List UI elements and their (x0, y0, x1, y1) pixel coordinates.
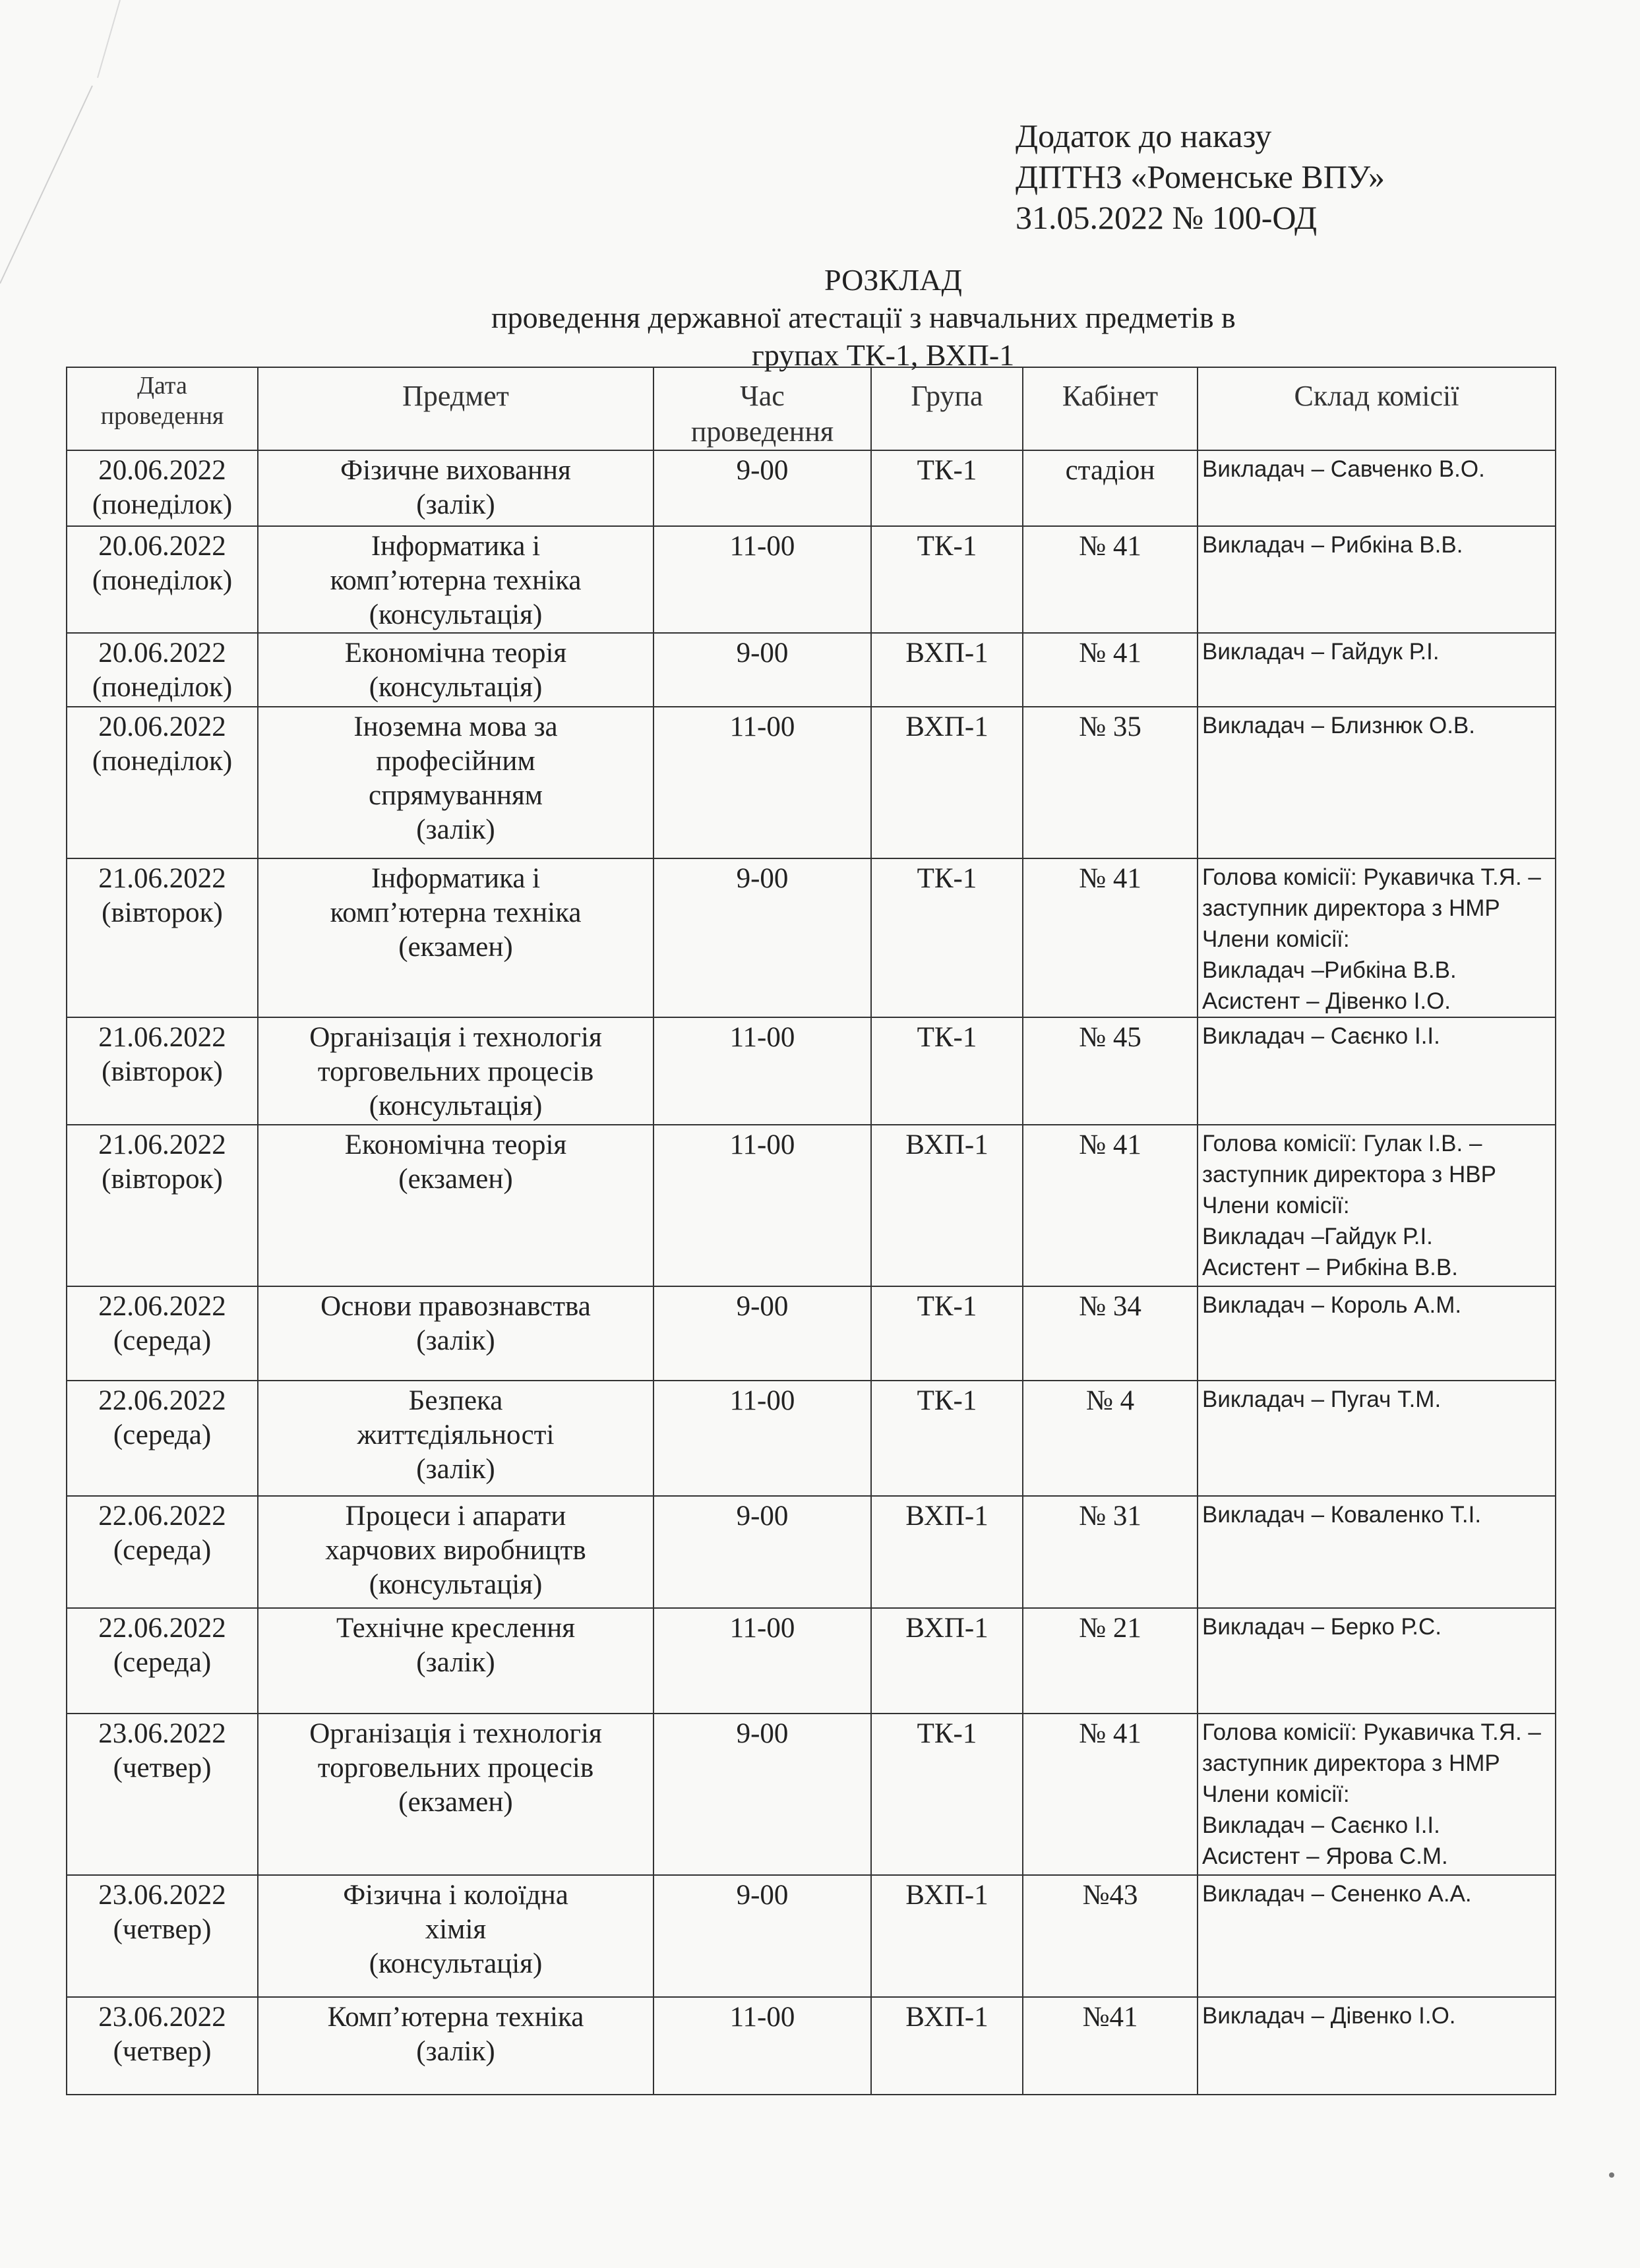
header-date: Дата проведення (67, 367, 258, 450)
table-row (67, 1125, 1556, 1286)
room-cell: № 31 (1023, 1496, 1198, 1608)
date-cell-line: 20.06.2022 (98, 711, 226, 742)
date-cell-line: (середа) (113, 1647, 212, 1678)
commission-cell-line: Викладач –Рибкіна В.В. (1202, 957, 1457, 983)
subject-cell-line: комп’ютерна техніка (330, 897, 582, 928)
subject-cell-line: (екзамен) (398, 1787, 513, 1818)
document-title: РОЗКЛАД (824, 263, 962, 297)
room-cell: стадіон (1023, 450, 1198, 526)
group-cell: ТК-1 (871, 1714, 1023, 1875)
table-row (67, 1381, 1556, 1496)
time-cell: 11-00 (653, 1125, 871, 1286)
date-cell-line: (середа) (113, 1535, 212, 1566)
date-cell-line: (вівторок) (102, 1164, 223, 1195)
date-cell (67, 1381, 258, 1496)
subject-cell (258, 1608, 653, 1714)
commission-cell-line: Викладач – Пугач Т.М. (1202, 1387, 1442, 1412)
date-cell-line: (четвер) (113, 1914, 212, 1945)
commission-cell-line: Члени комісії: (1202, 926, 1350, 952)
document-subtitle-line-1: проведення державної атестації з навчальних предметів в (491, 301, 1236, 334)
subject-cell-line: (консультація) (369, 599, 543, 630)
subject-cell-line: (екзамен) (398, 1164, 513, 1195)
scan-dot (1609, 2172, 1614, 2178)
commission-cell-line: Викладач – Рибкіна В.В. (1202, 532, 1463, 558)
date-cell-line: 22.06.2022 (98, 1291, 226, 1322)
subject-cell-line: Фізичне виховання (340, 455, 571, 486)
subject-cell-line: спрямуванням (369, 780, 543, 811)
date-cell-line: (понеділок) (92, 489, 233, 520)
commission-cell (1198, 1381, 1556, 1496)
table-row (67, 1496, 1556, 1608)
header-subject: Предмет (258, 367, 653, 450)
commission-cell-line: заступник директора з НМР (1202, 1750, 1500, 1776)
table-row (67, 1997, 1556, 2095)
commission-cell (1198, 1608, 1556, 1714)
subject-cell-line: Фізична і колоїдна (343, 1880, 568, 1911)
date-cell-line: 23.06.2022 (98, 2002, 226, 2033)
room-cell: № 21 (1023, 1608, 1198, 1714)
subject-cell-line: Організація і технологія (309, 1718, 602, 1749)
group-cell: ВХП-1 (871, 1496, 1023, 1608)
subject-cell (258, 1496, 653, 1608)
room-cell: № 41 (1023, 1714, 1198, 1875)
subject-cell-line: Технічне креслення (336, 1613, 576, 1644)
date-cell-line: 22.06.2022 (98, 1385, 226, 1416)
table-row (67, 1017, 1556, 1125)
table-row (67, 858, 1556, 1017)
date-cell-line: (понеділок) (92, 672, 233, 703)
date-cell-line: 20.06.2022 (98, 531, 226, 562)
subject-cell (258, 1381, 653, 1496)
subject-cell-line: (консультація) (369, 672, 543, 703)
table-row (67, 1714, 1556, 1875)
commission-cell-line: Голова комісії: Рукавичка Т.Я. – (1202, 864, 1541, 890)
time-cell: 9-00 (653, 1875, 871, 1997)
subject-cell-line: комп’ютерна техніка (330, 565, 582, 596)
commission-cell (1198, 1125, 1556, 1286)
date-cell-line: 23.06.2022 (98, 1718, 226, 1749)
table-row (67, 1875, 1556, 1997)
commission-cell-line: Члени комісії: (1202, 1781, 1350, 1807)
room-cell: № 4 (1023, 1381, 1198, 1496)
order-appendix-header (1016, 115, 1385, 238)
subject-cell-line: торговельних процесів (317, 1056, 594, 1087)
subject-cell-line: професійним (376, 746, 535, 777)
group-cell: ВХП-1 (871, 1125, 1023, 1286)
date-cell-line: (понеділок) (92, 746, 233, 777)
subject-cell (258, 450, 653, 526)
subject-cell-line: Процеси і апарати (345, 1501, 566, 1532)
commission-cell-line: заступник директора з НВР (1202, 1162, 1496, 1187)
room-cell: № 41 (1023, 526, 1198, 633)
subject-cell-line: Економічна теорія (344, 1129, 567, 1160)
subject-cell-line: (консультація) (369, 1569, 543, 1600)
commission-cell (1198, 1714, 1556, 1875)
table-row (67, 707, 1556, 858)
date-cell-line: 22.06.2022 (98, 1613, 226, 1644)
group-cell: ВХП-1 (871, 707, 1023, 858)
subject-cell-line: Організація і технологія (309, 1022, 602, 1053)
group-cell: ВХП-1 (871, 1875, 1023, 1997)
date-cell (67, 1125, 258, 1286)
date-cell-line: (четвер) (113, 1752, 212, 1783)
commission-cell (1198, 1997, 1556, 2095)
commission-cell (1198, 450, 1556, 526)
subject-cell-line: (консультація) (369, 1090, 543, 1121)
date-cell-line: 23.06.2022 (98, 1880, 226, 1911)
date-cell-line: (середа) (113, 1419, 212, 1450)
commission-cell-line: Викладач – Дівенко І.О. (1202, 2003, 1456, 2029)
commission-cell-line: Викладач – Саєнко І.І. (1202, 1812, 1440, 1838)
commission-cell (1198, 858, 1556, 1017)
date-cell (67, 1017, 258, 1125)
group-cell: ТК-1 (871, 1017, 1023, 1125)
commission-cell (1198, 1286, 1556, 1381)
subject-cell (258, 633, 653, 707)
date-cell (67, 707, 258, 858)
room-cell: № 41 (1023, 633, 1198, 707)
group-cell: ВХП-1 (871, 633, 1023, 707)
header-room: Кабінет (1023, 367, 1198, 450)
date-cell-line: (вівторок) (102, 1056, 223, 1087)
time-cell: 11-00 (653, 707, 871, 858)
subject-cell (258, 1875, 653, 1997)
commission-cell (1198, 1875, 1556, 1997)
date-cell (67, 1496, 258, 1608)
time-cell: 11-00 (653, 1997, 871, 2095)
schedule-table (66, 367, 1556, 2095)
date-cell (67, 1714, 258, 1875)
date-cell (67, 858, 258, 1017)
commission-cell-line: Викладач – Коваленко Т.І. (1202, 1502, 1482, 1528)
time-cell: 9-00 (653, 1286, 871, 1381)
date-cell (67, 1997, 258, 2095)
date-cell-line: 21.06.2022 (98, 1022, 226, 1053)
commission-cell-line: Асистент – Ярова С.М. (1202, 1843, 1448, 1869)
subject-cell (258, 1017, 653, 1125)
time-cell: 9-00 (653, 858, 871, 1017)
header-commission: Склад комісії (1198, 367, 1556, 450)
date-cell-line: (понеділок) (92, 565, 233, 596)
subject-cell-line: торговельних процесів (317, 1752, 594, 1783)
header-time: Час проведення (653, 367, 871, 450)
date-cell-line: 20.06.2022 (98, 455, 226, 486)
subject-cell-line: Основи правознавства (320, 1291, 591, 1322)
subject-cell-line: (залік) (416, 1647, 495, 1678)
date-cell-line: 21.06.2022 (98, 863, 226, 894)
subject-cell-line: харчових виробництв (325, 1535, 586, 1566)
subject-cell-line: (залік) (416, 1325, 495, 1356)
subject-cell (258, 1997, 653, 2095)
date-cell-line: 22.06.2022 (98, 1501, 226, 1532)
date-cell (67, 450, 258, 526)
commission-cell-line: Викладач – Гайдук Р.І. (1202, 639, 1440, 665)
date-cell-line: (середа) (113, 1325, 212, 1356)
subject-cell (258, 1125, 653, 1286)
time-cell: 11-00 (653, 1017, 871, 1125)
time-cell: 9-00 (653, 1496, 871, 1608)
subject-cell-line: (консультація) (369, 1948, 543, 1979)
subject-cell-line: Економічна теорія (344, 638, 567, 669)
group-cell: ТК-1 (871, 858, 1023, 1017)
date-cell-line: 21.06.2022 (98, 1129, 226, 1160)
commission-cell-line: Голова комісії: Рукавичка Т.Я. – (1202, 1719, 1541, 1745)
group-cell: ТК-1 (871, 450, 1023, 526)
commission-cell-line: Викладач – Король А.М. (1202, 1292, 1462, 1318)
commission-cell (1198, 633, 1556, 707)
subject-cell-line: Іноземна мова за (353, 711, 558, 742)
subject-cell-line: (залік) (416, 814, 495, 845)
date-cell (67, 1608, 258, 1714)
date-cell-line: 20.06.2022 (98, 638, 226, 669)
date-cell (67, 526, 258, 633)
date-cell-line: (четвер) (113, 2036, 212, 2067)
subject-cell (258, 526, 653, 633)
table-row (67, 1608, 1556, 1714)
commission-cell (1198, 1496, 1556, 1608)
header-group: Група (871, 367, 1023, 450)
date-cell (67, 633, 258, 707)
table-row (67, 450, 1556, 526)
header-line-1: Додаток до наказу (1016, 117, 1272, 154)
subject-cell-line: Інформатика і (371, 531, 541, 562)
subject-cell (258, 1714, 653, 1875)
subject-cell-line: Комп’ютерна техніка (327, 2002, 584, 2033)
date-cell (67, 1875, 258, 1997)
room-cell: №43 (1023, 1875, 1198, 1997)
subject-cell-line: (залік) (416, 1454, 495, 1485)
subject-cell-line: життєдіяльності (357, 1419, 555, 1450)
commission-cell-line: Викладач – Саєнко І.І. (1202, 1023, 1440, 1049)
time-cell: 9-00 (653, 450, 871, 526)
header-line-3: 31.05.2022 № 100-ОД (1016, 199, 1318, 236)
subject-cell-line: (залік) (416, 489, 495, 520)
commission-cell-line: Асистент – Рибкіна В.В. (1202, 1255, 1458, 1280)
subject-cell (258, 1286, 653, 1381)
group-cell: ТК-1 (871, 1381, 1023, 1496)
commission-cell-line: Голова комісії: Гулак І.В. – (1202, 1131, 1482, 1156)
subject-cell-line: (залік) (416, 2036, 495, 2067)
time-cell: 11-00 (653, 526, 871, 633)
group-cell: ВХП-1 (871, 1608, 1023, 1714)
commission-cell-line: Викладач – Близнюк О.В. (1202, 713, 1475, 738)
commission-cell-line: Асистент – Дівенко І.О. (1202, 988, 1451, 1014)
time-cell: 11-00 (653, 1381, 871, 1496)
table-header-row (67, 367, 1556, 450)
header-line-2: ДПТНЗ «Роменське ВПУ» (1016, 158, 1385, 195)
subject-cell-line: (екзамен) (398, 932, 513, 963)
room-cell: №41 (1023, 1997, 1198, 2095)
group-cell: ТК-1 (871, 1286, 1023, 1381)
date-cell-line: (вівторок) (102, 897, 223, 928)
room-cell: № 34 (1023, 1286, 1198, 1381)
commission-cell-line: Викладач – Берко Р.С. (1202, 1614, 1442, 1640)
commission-cell (1198, 526, 1556, 633)
time-cell: 11-00 (653, 1608, 871, 1714)
subject-cell-line: хімія (425, 1914, 487, 1945)
commission-cell (1198, 707, 1556, 858)
table-row (67, 633, 1556, 707)
commission-cell-line: Викладач – Сененко А.А. (1202, 1881, 1472, 1907)
room-cell: № 35 (1023, 707, 1198, 858)
time-cell: 9-00 (653, 633, 871, 707)
subject-cell-line: Інформатика і (371, 863, 541, 894)
table-row (67, 1286, 1556, 1381)
commission-cell (1198, 1017, 1556, 1125)
commission-cell-line: Викладач – Савченко В.О. (1202, 456, 1485, 482)
commission-cell-line: Члени комісії: (1202, 1193, 1350, 1218)
table-row (67, 526, 1556, 633)
room-cell: № 41 (1023, 858, 1198, 1017)
date-cell (67, 1286, 258, 1381)
group-cell: ВХП-1 (871, 1997, 1023, 2095)
subject-cell (258, 858, 653, 1017)
document-subtitle-line-2: групах ТК-1, ВХП-1 (752, 338, 1015, 372)
subject-cell-line: Безпека (408, 1385, 503, 1416)
subject-cell (258, 707, 653, 858)
time-cell: 9-00 (653, 1714, 871, 1875)
group-cell: ТК-1 (871, 526, 1023, 633)
room-cell: № 41 (1023, 1125, 1198, 1286)
commission-cell-line: заступник директора з НМР (1202, 895, 1500, 921)
room-cell: № 45 (1023, 1017, 1198, 1125)
commission-cell-line: Викладач –Гайдук Р.І. (1202, 1224, 1433, 1249)
